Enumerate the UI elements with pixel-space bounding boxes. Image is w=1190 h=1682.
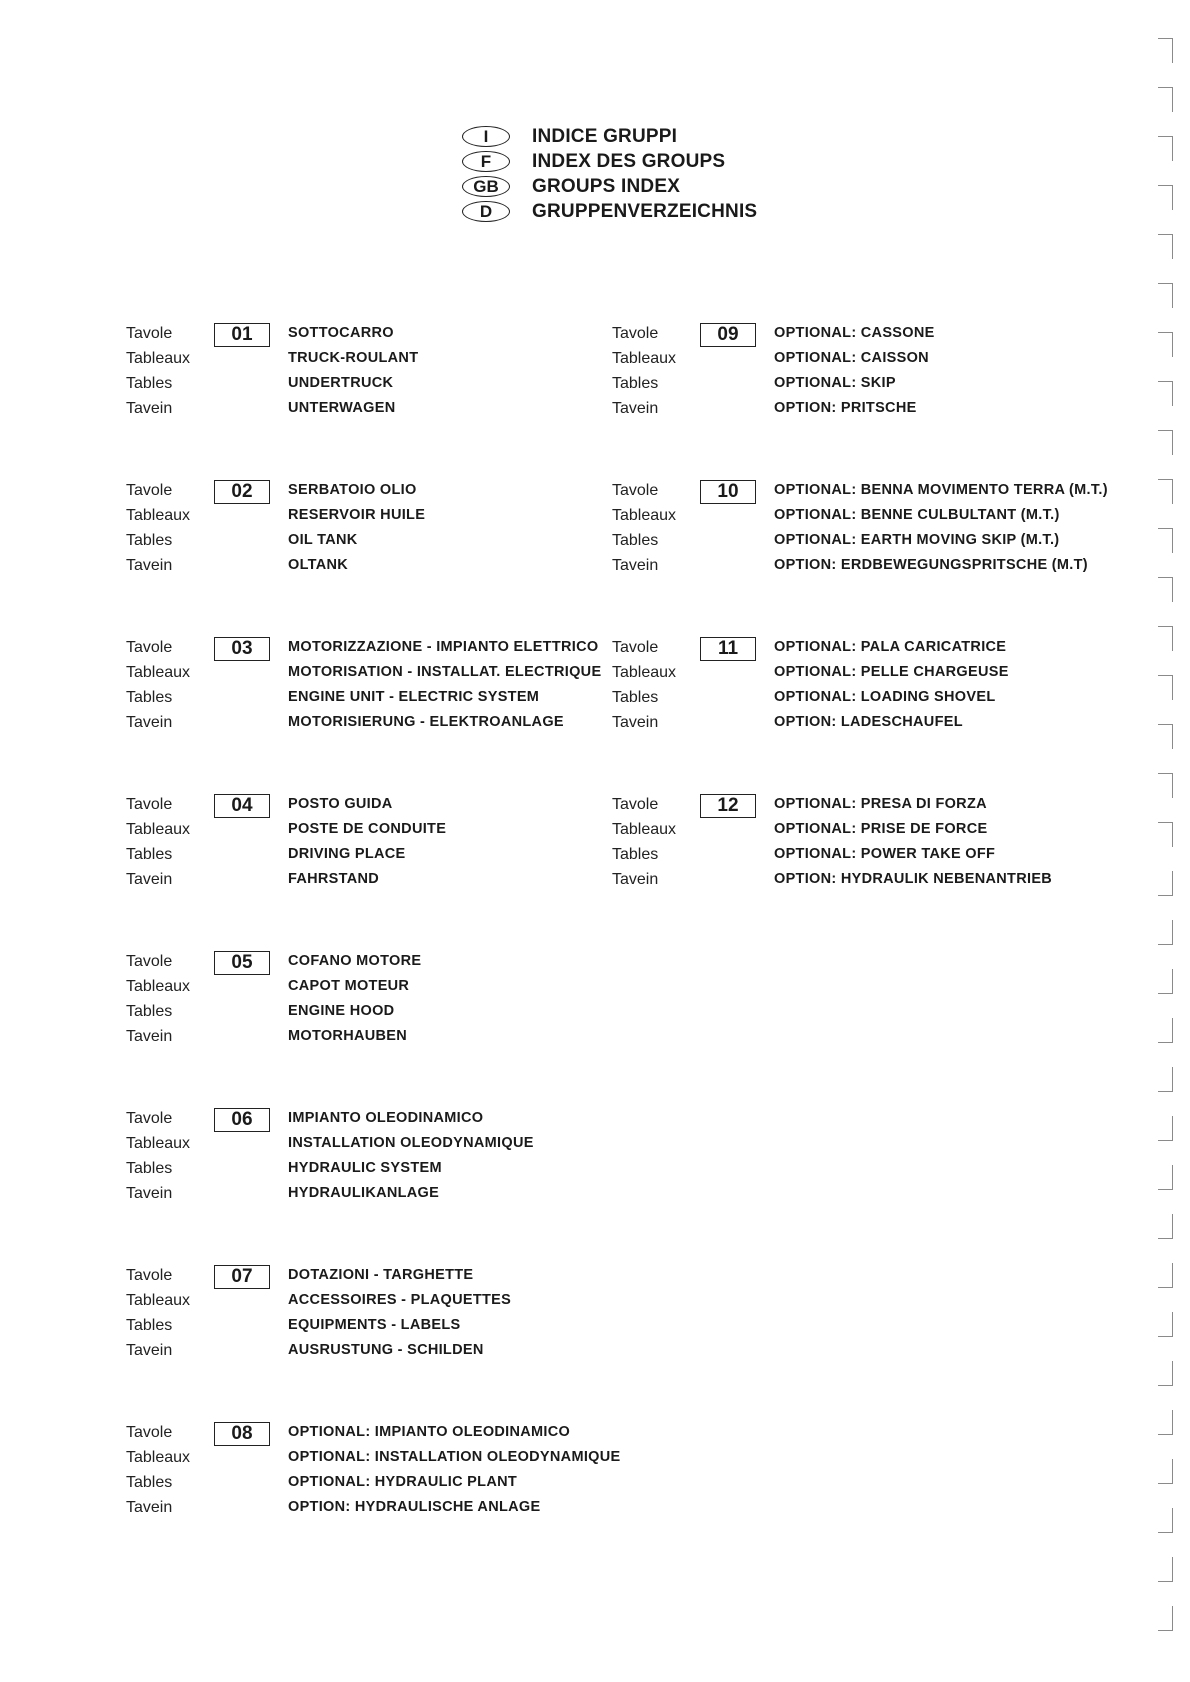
binder-tab-mark <box>1158 675 1173 700</box>
group-number-box: 06 <box>214 1108 270 1132</box>
group-descriptions <box>774 478 1108 578</box>
group-descriptions <box>774 792 1052 892</box>
group-number-box: 07 <box>214 1265 270 1289</box>
group-descriptions <box>288 1263 511 1363</box>
binder-tab-mark <box>1158 1312 1173 1337</box>
language-code-badge: F <box>462 151 510 172</box>
group-description: IMPIANTO OLEODINAMICO <box>288 1110 484 1126</box>
group-description: POSTE DE CONDUITE <box>288 821 447 837</box>
binder-tab-mark <box>1158 234 1173 259</box>
language-labels <box>126 321 216 421</box>
group-description: OPTIONAL: SKIP <box>774 375 896 391</box>
binder-tab-mark <box>1158 528 1173 553</box>
binder-tab-mark <box>1158 332 1173 357</box>
group-description: RESERVOIR HUILE <box>288 507 426 523</box>
group-description: OPTIONAL: PELLE CHARGEUSE <box>774 664 1009 680</box>
language-label: Tables <box>126 375 173 392</box>
language-label: Tableaux <box>126 1449 191 1466</box>
binder-tab-mark <box>1158 1508 1173 1533</box>
group-description: OPTIONAL: BENNE CULBULTANT (M.T.) <box>774 507 1060 523</box>
group-number-box: 01 <box>214 323 270 347</box>
group-description: OPTION: HYDRAULIK NEBENANTRIEB <box>774 871 1053 887</box>
group-number-box: 12 <box>700 794 756 818</box>
language-label: Tableaux <box>126 350 191 367</box>
binder-tab-mark <box>1158 381 1173 406</box>
binder-tab-mark <box>1158 1165 1173 1190</box>
language-label: Tavein <box>126 871 173 888</box>
header-title: GROUPS INDEX <box>532 175 681 197</box>
language-label: Tables <box>126 846 173 863</box>
header-title: INDICE GRUPPI <box>532 125 678 147</box>
binder-tab-mark <box>1158 185 1173 210</box>
header-row-gb <box>462 174 757 199</box>
header-row-de <box>462 199 757 224</box>
language-label: Tavein <box>126 1185 173 1202</box>
language-label: Tableaux <box>126 1135 191 1152</box>
header-title: INDEX DES GROUPS <box>532 150 726 172</box>
language-labels <box>126 1263 216 1363</box>
group-descriptions <box>774 321 935 421</box>
language-code-badge: D <box>462 201 510 222</box>
language-label: Tavein <box>612 871 659 888</box>
group-description: SOTTOCARRO <box>288 325 394 341</box>
group-description: ACCESSOIRES - PLAQUETTES <box>288 1292 512 1308</box>
language-label: Tables <box>612 532 659 549</box>
language-label: Tavein <box>126 1028 173 1045</box>
binder-tab-mark <box>1158 1557 1173 1582</box>
binder-tab-mark <box>1158 283 1173 308</box>
group-description: OPTIONAL: EARTH MOVING SKIP (M.T.) <box>774 532 1060 548</box>
group-number-box: 04 <box>214 794 270 818</box>
language-label: Tableaux <box>126 978 191 995</box>
group-description: OPTION: PRITSCHE <box>774 400 917 416</box>
group-description: DOTAZIONI - TARGHETTE <box>288 1267 474 1283</box>
language-label: Tavein <box>126 1499 173 1516</box>
language-labels <box>126 1106 216 1206</box>
language-label: Tables <box>612 846 659 863</box>
group-description: OPTIONAL: IMPIANTO OLEODINAMICO <box>288 1424 571 1440</box>
group-descriptions <box>288 1106 534 1206</box>
group-description: OPTIONAL: PALA CARICATRICE <box>774 639 1007 655</box>
language-label: Tables <box>126 689 173 706</box>
language-label: Tavein <box>126 400 173 417</box>
binder-tab-mark <box>1158 1018 1173 1043</box>
group-description: FAHRSTAND <box>288 871 380 887</box>
group-description: OPTIONAL: CASSONE <box>774 325 935 341</box>
group-description: UNTERWAGEN <box>288 400 396 416</box>
binder-tab-mark <box>1158 1116 1173 1141</box>
language-label: Tableaux <box>126 664 191 681</box>
language-label: Tables <box>126 532 173 549</box>
binder-tab-mark <box>1158 1067 1173 1092</box>
language-label: Tavole <box>126 325 173 342</box>
group-description: MOTORHAUBEN <box>288 1028 408 1044</box>
group-description: OPTIONAL: CAISSON <box>774 350 929 366</box>
group-description: OPTIONAL: INSTALLATION OLEODYNAMIQUE <box>288 1449 621 1465</box>
language-labels <box>126 949 216 1049</box>
binder-tab-mark <box>1158 38 1173 63</box>
language-labels <box>612 478 702 578</box>
group-description: MOTORISATION - INSTALLAT. ELECTRIQUE <box>288 664 602 680</box>
language-label: Tavein <box>612 400 659 417</box>
group-number-box: 02 <box>214 480 270 504</box>
binder-tab-mark <box>1158 430 1173 455</box>
language-label: Tavole <box>612 325 659 342</box>
binder-tab-mark <box>1158 1459 1173 1484</box>
language-label: Tavein <box>126 1342 173 1359</box>
group-description: ENGINE HOOD <box>288 1003 395 1019</box>
group-number-box: 11 <box>700 637 756 661</box>
language-label: Tavole <box>126 796 173 813</box>
group-number-box: 05 <box>214 951 270 975</box>
language-label: Tavole <box>126 1267 173 1284</box>
group-descriptions <box>288 478 425 578</box>
group-description: MOTORISIERUNG - ELEKTROANLAGE <box>288 714 564 730</box>
language-label: Tables <box>126 1160 173 1177</box>
binder-tab-mark <box>1158 969 1173 994</box>
language-label: Tavole <box>612 482 659 499</box>
language-labels <box>612 321 702 421</box>
language-label: Tavole <box>126 639 173 656</box>
language-label: Tableaux <box>612 350 677 367</box>
language-code-badge: I <box>462 126 510 147</box>
group-descriptions <box>288 949 421 1049</box>
group-number-box: 08 <box>214 1422 270 1446</box>
group-description: OPTIONAL: LOADING SHOVEL <box>774 689 996 705</box>
group-description: EQUIPMENTS - LABELS <box>288 1317 461 1333</box>
language-label: Tableaux <box>612 664 677 681</box>
group-description: OPTION: LADESCHAUFEL <box>774 714 963 730</box>
group-description: HYDRAULIC SYSTEM <box>288 1160 442 1176</box>
group-descriptions <box>288 635 601 735</box>
language-labels <box>612 792 702 892</box>
group-description: TRUCK-ROULANT <box>288 350 419 366</box>
group-description: INSTALLATION OLEODYNAMIQUE <box>288 1135 534 1151</box>
language-label: Tableaux <box>612 507 677 524</box>
group-description: OLTANK <box>288 557 349 573</box>
group-description: CAPOT MOTEUR <box>288 978 410 994</box>
language-label: Tables <box>612 689 659 706</box>
binder-tab-mark <box>1158 1214 1173 1239</box>
language-label: Tableaux <box>126 821 191 838</box>
header-row-it <box>462 124 757 149</box>
group-descriptions <box>288 792 446 892</box>
group-description: SERBATOIO OLIO <box>288 482 417 498</box>
index-header <box>462 124 757 224</box>
group-description: HYDRAULIKANLAGE <box>288 1185 440 1201</box>
header-title: GRUPPENVERZEICHNIS <box>532 200 758 222</box>
language-labels <box>126 635 216 735</box>
group-descriptions <box>288 1420 620 1520</box>
language-label: Tavein <box>612 714 659 731</box>
binder-tab-mark <box>1158 871 1173 896</box>
language-label: Tables <box>612 375 659 392</box>
group-number-box: 10 <box>700 480 756 504</box>
group-description: UNDERTRUCK <box>288 375 394 391</box>
language-labels <box>126 792 216 892</box>
group-description: OPTIONAL: HYDRAULIC PLANT <box>288 1474 518 1490</box>
language-code-badge: GB <box>462 176 510 197</box>
language-labels <box>126 478 216 578</box>
language-label: Tables <box>126 1317 173 1334</box>
binder-tab-mark <box>1158 1410 1173 1435</box>
language-label: Tavole <box>126 953 173 970</box>
group-description: OPTIONAL: PRESA DI FORZA <box>774 796 987 812</box>
group-description: POSTO GUIDA <box>288 796 393 812</box>
language-label: Tavein <box>612 557 659 574</box>
binder-tab-mark <box>1158 479 1173 504</box>
language-labels <box>612 635 702 735</box>
binder-tab-mark <box>1158 1263 1173 1288</box>
group-description: OPTION: HYDRAULISCHE ANLAGE <box>288 1499 541 1515</box>
language-label: Tavole <box>612 639 659 656</box>
binder-tab-mark <box>1158 920 1173 945</box>
binder-tab-mark <box>1158 87 1173 112</box>
language-label: Tavole <box>126 482 173 499</box>
language-label: Tavole <box>612 796 659 813</box>
group-description: DRIVING PLACE <box>288 846 406 862</box>
language-label: Tableaux <box>126 507 191 524</box>
group-descriptions <box>774 635 1009 735</box>
binder-tab-mark <box>1158 724 1173 749</box>
binder-tab-mark <box>1158 1361 1173 1386</box>
group-descriptions <box>288 321 418 421</box>
binder-tab-mark <box>1158 577 1173 602</box>
binder-tab-mark <box>1158 773 1173 798</box>
group-number-box: 09 <box>700 323 756 347</box>
language-label: Tavein <box>126 714 173 731</box>
language-labels <box>126 1420 216 1520</box>
group-description: COFANO MOTORE <box>288 953 422 969</box>
language-label: Tableaux <box>126 1292 191 1309</box>
group-description: OPTION: ERDBEWEGUNGSPRITSCHE (M.T) <box>774 557 1088 573</box>
header-row-fr <box>462 149 757 174</box>
language-label: Tavole <box>126 1424 173 1441</box>
language-label: Tables <box>126 1474 173 1491</box>
language-label: Tables <box>126 1003 173 1020</box>
group-description: AUSRUSTUNG - SCHILDEN <box>288 1342 484 1358</box>
group-description: OIL TANK <box>288 532 358 548</box>
binder-tab-mark <box>1158 626 1173 651</box>
binder-tab-mark <box>1158 1606 1173 1631</box>
group-description: OPTIONAL: PRISE DE FORCE <box>774 821 988 837</box>
group-description: MOTORIZZAZIONE - IMPIANTO ELETTRICO <box>288 639 599 655</box>
language-label: Tavole <box>126 1110 173 1127</box>
language-label: Tableaux <box>612 821 677 838</box>
binder-tab-mark <box>1158 822 1173 847</box>
group-number-box: 03 <box>214 637 270 661</box>
group-description: ENGINE UNIT - ELECTRIC SYSTEM <box>288 689 540 705</box>
group-description: OPTIONAL: POWER TAKE OFF <box>774 846 996 862</box>
language-label: Tavein <box>126 557 173 574</box>
group-description: OPTIONAL: BENNA MOVIMENTO TERRA (M.T.) <box>774 482 1108 498</box>
binder-tab-mark <box>1158 136 1173 161</box>
